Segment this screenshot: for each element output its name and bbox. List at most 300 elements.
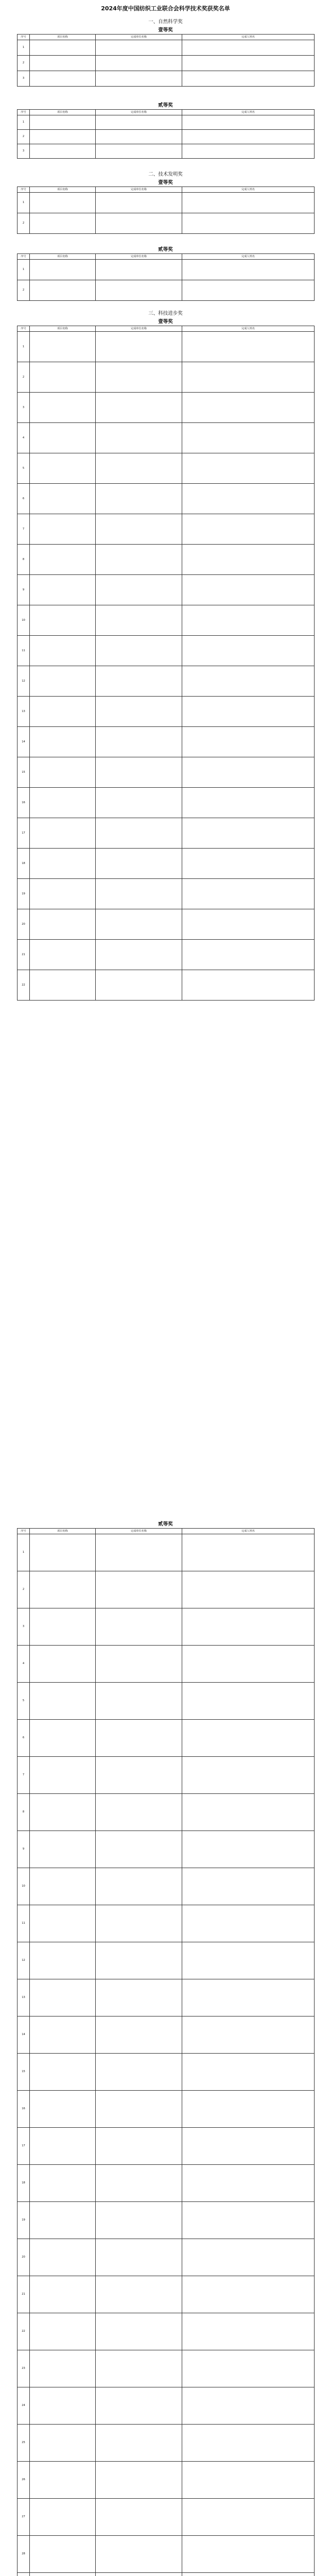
project-name-cell — [30, 666, 96, 697]
project-name-cell — [30, 575, 96, 605]
table-row — [18, 115, 315, 130]
table-row — [18, 56, 315, 71]
row-number: 5 — [18, 1683, 30, 1720]
project-name-cell — [30, 2054, 96, 2091]
header-person: 完成人姓名 — [182, 35, 315, 40]
table-row — [18, 71, 315, 87]
project-name-cell — [30, 2425, 96, 2462]
table-row — [18, 879, 315, 909]
header-person: 完成人姓名 — [182, 326, 315, 332]
project-name-cell — [30, 1794, 96, 1831]
person-cell — [182, 2165, 315, 2202]
table-row — [18, 2536, 315, 2573]
table-row — [18, 453, 315, 484]
table-row — [18, 1905, 315, 1942]
award-grade-title: 壹等奖 — [158, 319, 173, 325]
table-row — [18, 1942, 315, 1979]
project-name-cell — [30, 2462, 96, 2499]
person-cell — [182, 1942, 315, 1979]
project-name-cell — [30, 636, 96, 666]
award-grade-title: 壹等奖 — [158, 180, 173, 185]
person-cell — [182, 2239, 315, 2276]
unit-cell — [96, 514, 182, 545]
unit-cell — [96, 2128, 182, 2165]
person-cell — [182, 2350, 315, 2387]
table-row — [18, 2239, 315, 2276]
project-name-cell — [30, 71, 96, 87]
header-no: 序号 — [18, 326, 30, 332]
row-number: 22 — [18, 2313, 30, 2350]
row-number: 15 — [18, 757, 30, 788]
project-name-cell — [30, 2091, 96, 2128]
person-cell — [182, 940, 315, 970]
person-cell — [182, 757, 315, 788]
project-name-cell — [30, 970, 96, 1001]
row-number: 22 — [18, 970, 30, 1001]
person-cell — [182, 605, 315, 636]
row-number: 6 — [18, 1720, 30, 1757]
table-row — [18, 636, 315, 666]
row-number: 3 — [18, 1608, 30, 1646]
project-name-cell — [30, 40, 96, 56]
unit-cell — [96, 2573, 182, 2576]
person-cell — [182, 71, 315, 87]
person-cell — [182, 1534, 315, 1571]
row-number: 1 — [18, 193, 30, 213]
project-name-cell — [30, 280, 96, 301]
row-number: 18 — [18, 2165, 30, 2202]
header-no: 序号 — [18, 110, 30, 115]
section-title: 二、技术发明奖 — [148, 172, 183, 177]
unit-cell — [96, 2202, 182, 2239]
header-no: 序号 — [18, 187, 30, 193]
table-row — [18, 2573, 315, 2576]
unit-cell — [96, 453, 182, 484]
row-number: 2 — [18, 362, 30, 393]
person-cell — [182, 545, 315, 575]
unit-cell — [96, 788, 182, 818]
project-name-cell — [30, 423, 96, 453]
unit-cell — [96, 575, 182, 605]
project-name-cell — [30, 1942, 96, 1979]
unit-cell — [96, 1757, 182, 1794]
project-name-cell — [30, 1757, 96, 1794]
table-row — [18, 2313, 315, 2350]
header-person: 完成人姓名 — [182, 254, 315, 260]
unit-cell — [96, 1831, 182, 1868]
row-number: 14 — [18, 727, 30, 757]
table-row — [18, 697, 315, 727]
person-cell — [182, 40, 315, 56]
project-name-cell — [30, 2573, 96, 2576]
unit-cell — [96, 666, 182, 697]
project-name-cell — [30, 818, 96, 849]
unit-cell — [96, 393, 182, 423]
header-unit: 完成单位名称 — [96, 1529, 182, 1534]
row-number: 1 — [18, 40, 30, 56]
project-name-cell — [30, 453, 96, 484]
person-cell — [182, 1831, 315, 1868]
award-table — [17, 1528, 315, 2576]
project-name-cell — [30, 1720, 96, 1757]
unit-cell — [96, 56, 182, 71]
person-cell — [182, 193, 315, 213]
project-name-cell — [30, 130, 96, 144]
unit-cell — [96, 115, 182, 130]
table-row — [18, 1868, 315, 1905]
table-row — [18, 1720, 315, 1757]
person-cell — [182, 2016, 315, 2054]
unit-cell — [96, 818, 182, 849]
project-name-cell — [30, 115, 96, 130]
person-cell — [182, 1794, 315, 1831]
person-cell — [182, 2387, 315, 2425]
unit-cell — [96, 1868, 182, 1905]
person-cell — [182, 1757, 315, 1794]
header-unit: 完成单位名称 — [96, 110, 182, 115]
row-number: 8 — [18, 1794, 30, 1831]
project-name-cell — [30, 362, 96, 393]
row-number: 20 — [18, 909, 30, 940]
project-name-cell — [30, 332, 96, 362]
project-name-cell — [30, 2350, 96, 2387]
header-project-name: 项目名称 — [30, 187, 96, 193]
unit-cell — [96, 1534, 182, 1571]
unit-cell — [96, 697, 182, 727]
project-name-cell — [30, 2499, 96, 2536]
row-number: 13 — [18, 697, 30, 727]
person-cell — [182, 423, 315, 453]
person-cell — [182, 453, 315, 484]
document-title: 2024年度中国纺织工业联合会科学技术奖获奖名单 — [101, 5, 230, 12]
table-row — [18, 666, 315, 697]
person-cell — [182, 879, 315, 909]
table-header-row — [18, 110, 315, 115]
award-table — [17, 109, 315, 159]
header-project-name: 项目名称 — [30, 254, 96, 260]
table-row — [18, 970, 315, 1001]
unit-cell — [96, 970, 182, 1001]
unit-cell — [96, 545, 182, 575]
award-grade-title: 贰等奖 — [158, 103, 173, 108]
person-cell — [182, 393, 315, 423]
table-row — [18, 2462, 315, 2499]
award-table — [17, 34, 315, 87]
unit-cell — [96, 2350, 182, 2387]
person-cell — [182, 1868, 315, 1905]
unit-cell — [96, 2165, 182, 2202]
project-name-cell — [30, 1831, 96, 1868]
table-row — [18, 2054, 315, 2091]
header-person: 完成人姓名 — [182, 110, 315, 115]
table-row — [18, 213, 315, 234]
table-row — [18, 332, 315, 362]
project-name-cell — [30, 1534, 96, 1571]
row-number: 25 — [18, 2425, 30, 2462]
row-number: 7 — [18, 1757, 30, 1794]
award-table — [17, 326, 315, 1001]
person-cell — [182, 2462, 315, 2499]
table-row — [18, 2202, 315, 2239]
person-cell — [182, 970, 315, 1001]
project-name-cell — [30, 788, 96, 818]
header-no: 序号 — [18, 35, 30, 40]
table-row — [18, 1571, 315, 1608]
project-name-cell — [30, 1683, 96, 1720]
unit-cell — [96, 260, 182, 280]
person-cell — [182, 362, 315, 393]
row-number: 2 — [18, 130, 30, 144]
unit-cell — [96, 636, 182, 666]
person-cell — [182, 2091, 315, 2128]
row-number: 21 — [18, 940, 30, 970]
person-cell — [182, 2536, 315, 2573]
unit-cell — [96, 2091, 182, 2128]
person-cell — [182, 697, 315, 727]
person-cell — [182, 1905, 315, 1942]
table-row — [18, 423, 315, 453]
person-cell — [182, 1646, 315, 1683]
table-header-row — [18, 187, 315, 193]
project-name-cell — [30, 1646, 96, 1683]
unit-cell — [96, 40, 182, 56]
project-name-cell — [30, 514, 96, 545]
table-row — [18, 1534, 315, 1571]
person-cell — [182, 144, 315, 159]
row-number: 3 — [18, 393, 30, 423]
header-person: 完成人姓名 — [182, 187, 315, 193]
table-row — [18, 849, 315, 879]
row-number: 23 — [18, 2350, 30, 2387]
project-name-cell — [30, 2276, 96, 2313]
project-name-cell — [30, 2239, 96, 2276]
unit-cell — [96, 1720, 182, 1757]
person-cell — [182, 2054, 315, 2091]
table-header-row — [18, 1529, 315, 1534]
unit-cell — [96, 423, 182, 453]
project-name-cell — [30, 393, 96, 423]
table-row — [18, 1794, 315, 1831]
unit-cell — [96, 193, 182, 213]
project-name-cell — [30, 697, 96, 727]
project-name-cell — [30, 757, 96, 788]
row-number: 28 — [18, 2536, 30, 2573]
person-cell — [182, 818, 315, 849]
unit-cell — [96, 909, 182, 940]
row-number: 14 — [18, 2016, 30, 2054]
person-cell — [182, 909, 315, 940]
project-name-cell — [30, 849, 96, 879]
person-cell — [182, 1571, 315, 1608]
person-cell — [182, 2499, 315, 2536]
table-row — [18, 2499, 315, 2536]
project-name-cell — [30, 605, 96, 636]
unit-cell — [96, 2536, 182, 2573]
unit-cell — [96, 2462, 182, 2499]
header-unit: 完成单位名称 — [96, 326, 182, 332]
person-cell — [182, 260, 315, 280]
row-number: 10 — [18, 1868, 30, 1905]
person-cell — [182, 115, 315, 130]
row-number: 17 — [18, 818, 30, 849]
row-number: 1 — [18, 332, 30, 362]
row-number: 5 — [18, 453, 30, 484]
header-unit: 完成单位名称 — [96, 254, 182, 260]
table-row — [18, 2425, 315, 2462]
unit-cell — [96, 2054, 182, 2091]
project-name-cell — [30, 144, 96, 159]
project-name-cell — [30, 2016, 96, 2054]
unit-cell — [96, 757, 182, 788]
table-row — [18, 727, 315, 757]
project-name-cell — [30, 2165, 96, 2202]
table-row — [18, 1646, 315, 1683]
table-row — [18, 2128, 315, 2165]
table-row — [18, 144, 315, 159]
row-number: 18 — [18, 849, 30, 879]
person-cell — [182, 636, 315, 666]
unit-cell — [96, 727, 182, 757]
table-header-row — [18, 35, 315, 40]
project-name-cell — [30, 2313, 96, 2350]
person-cell — [182, 2128, 315, 2165]
table-row — [18, 393, 315, 423]
table-row — [18, 1979, 315, 2016]
table-row — [18, 260, 315, 280]
row-number: 3 — [18, 71, 30, 87]
project-name-cell — [30, 213, 96, 234]
unit-cell — [96, 2499, 182, 2536]
table-row — [18, 1757, 315, 1794]
project-name-cell — [30, 545, 96, 575]
person-cell — [182, 2313, 315, 2350]
row-number: 6 — [18, 484, 30, 514]
unit-cell — [96, 130, 182, 144]
row-number: 1 — [18, 115, 30, 130]
project-name-cell — [30, 193, 96, 213]
table-row — [18, 2016, 315, 2054]
table-row — [18, 2091, 315, 2128]
unit-cell — [96, 332, 182, 362]
table-row — [18, 909, 315, 940]
row-number: 20 — [18, 2239, 30, 2276]
row-number: 1 — [18, 260, 30, 280]
row-number: 11 — [18, 636, 30, 666]
table-row — [18, 1608, 315, 1646]
unit-cell — [96, 2016, 182, 2054]
unit-cell — [96, 1979, 182, 2016]
person-cell — [182, 130, 315, 144]
row-number: 26 — [18, 2462, 30, 2499]
project-name-cell — [30, 2387, 96, 2425]
section-title: 一、自然科学奖 — [148, 19, 183, 25]
project-name-cell — [30, 909, 96, 940]
table-row — [18, 940, 315, 970]
project-name-cell — [30, 1979, 96, 2016]
person-cell — [182, 213, 315, 234]
unit-cell — [96, 213, 182, 234]
row-number: 13 — [18, 1979, 30, 2016]
table-row — [18, 757, 315, 788]
person-cell — [182, 484, 315, 514]
row-number: 15 — [18, 2054, 30, 2091]
header-unit: 完成单位名称 — [96, 35, 182, 40]
table-row — [18, 2387, 315, 2425]
row-number: 24 — [18, 2387, 30, 2425]
unit-cell — [96, 1646, 182, 1683]
unit-cell — [96, 1794, 182, 1831]
row-number: 19 — [18, 2202, 30, 2239]
award-grade-title: 贰等奖 — [158, 1521, 173, 1527]
person-cell — [182, 1608, 315, 1646]
row-number: 4 — [18, 423, 30, 453]
project-name-cell — [30, 2128, 96, 2165]
row-number: 2 — [18, 280, 30, 301]
project-name-cell — [30, 940, 96, 970]
project-name-cell — [30, 484, 96, 514]
unit-cell — [96, 71, 182, 87]
person-cell — [182, 1683, 315, 1720]
row-number: 1 — [18, 1534, 30, 1571]
project-name-cell — [30, 1571, 96, 1608]
table-row — [18, 514, 315, 545]
unit-cell — [96, 2425, 182, 2462]
project-name-cell — [30, 2536, 96, 2573]
unit-cell — [96, 2387, 182, 2425]
table-row — [18, 193, 315, 213]
header-project-name: 项目名称 — [30, 35, 96, 40]
unit-cell — [96, 1571, 182, 1608]
table-header-row — [18, 254, 315, 260]
table-row — [18, 788, 315, 818]
unit-cell — [96, 1905, 182, 1942]
table-row — [18, 545, 315, 575]
header-person: 完成人姓名 — [182, 1529, 315, 1534]
row-number — [18, 2573, 30, 2576]
table-row — [18, 2165, 315, 2202]
table-row — [18, 40, 315, 56]
person-cell — [182, 56, 315, 71]
award-table — [17, 187, 315, 234]
table-row — [18, 280, 315, 301]
person-cell — [182, 666, 315, 697]
unit-cell — [96, 2313, 182, 2350]
project-name-cell — [30, 1608, 96, 1646]
unit-cell — [96, 2276, 182, 2313]
person-cell — [182, 849, 315, 879]
row-number: 10 — [18, 605, 30, 636]
row-number: 17 — [18, 2128, 30, 2165]
person-cell — [182, 2202, 315, 2239]
row-number: 2 — [18, 56, 30, 71]
project-name-cell — [30, 1905, 96, 1942]
project-name-cell — [30, 879, 96, 909]
header-project-name: 项目名称 — [30, 1529, 96, 1534]
row-number: 16 — [18, 2091, 30, 2128]
header-project-name: 项目名称 — [30, 110, 96, 115]
table-row — [18, 2350, 315, 2387]
table-row — [18, 605, 315, 636]
person-cell — [182, 332, 315, 362]
award-table — [17, 253, 315, 301]
person-cell — [182, 1720, 315, 1757]
table-header-row — [18, 326, 315, 332]
row-number: 16 — [18, 788, 30, 818]
unit-cell — [96, 849, 182, 879]
project-name-cell — [30, 1868, 96, 1905]
row-number: 19 — [18, 879, 30, 909]
award-grade-title: 贰等奖 — [158, 247, 173, 252]
